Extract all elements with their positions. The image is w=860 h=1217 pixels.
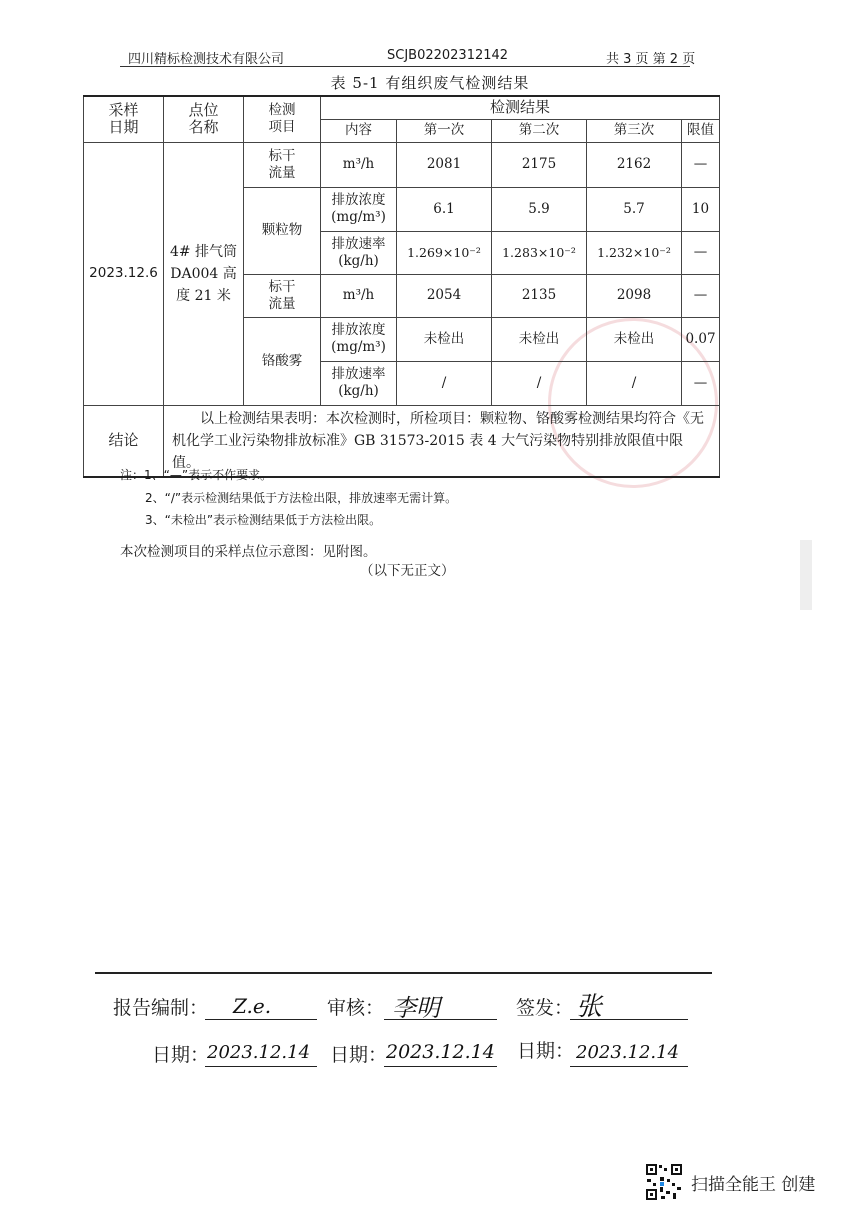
col-header-second: 第二次	[492, 119, 587, 142]
col-header-item: 检测 项目	[244, 96, 321, 142]
review-signature: 李明	[392, 994, 440, 1022]
cell-item-label: 标干 流量	[244, 274, 321, 317]
cell-limit: —	[682, 142, 720, 187]
end-note: （以下无正文）	[360, 563, 455, 579]
col-header-third: 第三次	[587, 119, 682, 142]
note-3: 3、“未检出”表示检测结果低于方法检出限。	[145, 513, 382, 527]
issue-signature-line	[570, 994, 688, 1020]
cell-date: 2023.12.6	[84, 142, 164, 405]
col-header-content: 内容	[321, 119, 397, 142]
col-header-result: 检测结果	[321, 96, 720, 119]
header-page-info: 共 3 页 第 2 页	[606, 52, 696, 67]
scanner-brand: 扫描全能王 创建	[691, 1175, 816, 1195]
cell-content: 排放浓度 (mg/m³)	[321, 187, 397, 231]
cell-item: 铬酸雾	[244, 317, 321, 405]
results-table	[83, 95, 720, 478]
header-company: 四川精标检测技术有限公司	[128, 52, 285, 67]
date-line-1	[205, 1040, 317, 1067]
cell-limit: —	[682, 274, 720, 317]
table-caption: 表 5-1 有组织废气检测结果	[330, 74, 530, 92]
cell-value: 2162	[587, 142, 682, 187]
cell-value: 5.7	[587, 187, 682, 231]
cell-limit: —	[682, 231, 720, 274]
col-header-point: 点位 名称	[164, 96, 244, 142]
cell-value: 2081	[397, 142, 492, 187]
cell-limit: 0.07	[682, 317, 720, 361]
col-header-first: 第一次	[397, 119, 492, 142]
compiled-label: 报告编制：	[113, 997, 209, 1019]
date-label-2: 日期：	[330, 1044, 388, 1066]
cell-value: 6.1	[397, 187, 492, 231]
col-header-date: 采样 日期	[84, 96, 164, 142]
date-3: 2023.12.14	[576, 1042, 680, 1063]
cell-value: 1.269×10⁻²	[397, 231, 492, 274]
cell-value: 未检出	[587, 317, 682, 361]
scan-artifact	[800, 540, 812, 610]
header-report-no: SCJB02202312142	[387, 48, 509, 63]
issue-signature: 张	[576, 992, 603, 1022]
cell-value: 2054	[397, 274, 492, 317]
date-line-3	[570, 1040, 688, 1067]
cell-value: /	[397, 361, 492, 405]
date-2: 2023.12.14	[386, 1041, 495, 1063]
cell-value: /	[492, 361, 587, 405]
date-line-2	[384, 1040, 497, 1067]
cell-content: m³/h	[321, 142, 397, 187]
review-signature-line	[384, 994, 497, 1020]
cell-limit: —	[682, 361, 720, 405]
date-1: 2023.12.14	[207, 1042, 311, 1063]
note-1: 注：1、“—”表示不作要求。	[120, 468, 273, 482]
cell-item: 颗粒物	[244, 187, 321, 274]
cell-limit: 10	[682, 187, 720, 231]
cell-value: 2098	[587, 274, 682, 317]
cell-value: 1.232×10⁻²	[587, 231, 682, 274]
date-label-1: 日期：	[152, 1044, 210, 1066]
cell-item-label: 标干 流量	[244, 142, 321, 187]
cell-value: 未检出	[397, 317, 492, 361]
qr-code-icon	[645, 1163, 683, 1201]
header-divider	[120, 66, 690, 67]
cell-value: 2175	[492, 142, 587, 187]
date-label-3: 日期：	[517, 1040, 575, 1062]
cell-point: 4# 排气筒 DA004 高 度 21 米	[164, 142, 244, 405]
col-header-limit: 限值	[682, 119, 720, 142]
conclusion-label: 结论	[84, 405, 164, 477]
sampling-note: 本次检测项目的采样点位示意图：见附图。	[120, 544, 377, 560]
cell-content: m³/h	[321, 274, 397, 317]
cell-value: 2135	[492, 274, 587, 317]
review-label: 审核：	[327, 997, 385, 1019]
cell-value: 1.283×10⁻²	[492, 231, 587, 274]
cell-value: 5.9	[492, 187, 587, 231]
cell-value: 未检出	[492, 317, 587, 361]
cell-content: 排放速率 (kg/h)	[321, 361, 397, 405]
cell-content: 排放速率 (kg/h)	[321, 231, 397, 274]
issue-label: 签发：	[516, 997, 574, 1019]
note-2: 2、“/”表示检测结果低于方法检出限，排放速率无需计算。	[145, 491, 458, 505]
compiled-signature: Z.e.	[233, 994, 272, 1018]
compiled-signature-line	[205, 994, 317, 1020]
signature-divider	[95, 972, 712, 974]
cell-content: 排放浓度 (mg/m³)	[321, 317, 397, 361]
cell-value: /	[587, 361, 682, 405]
conclusion-text: 以上检测结果表明：本次检测时，所检项目：颗粒物、铬酸雾检测结果均符合《无机化学工业污染物排放标准》GB 31573-2015 表 4 大气污染物特别排放限值中限值。	[164, 405, 720, 477]
